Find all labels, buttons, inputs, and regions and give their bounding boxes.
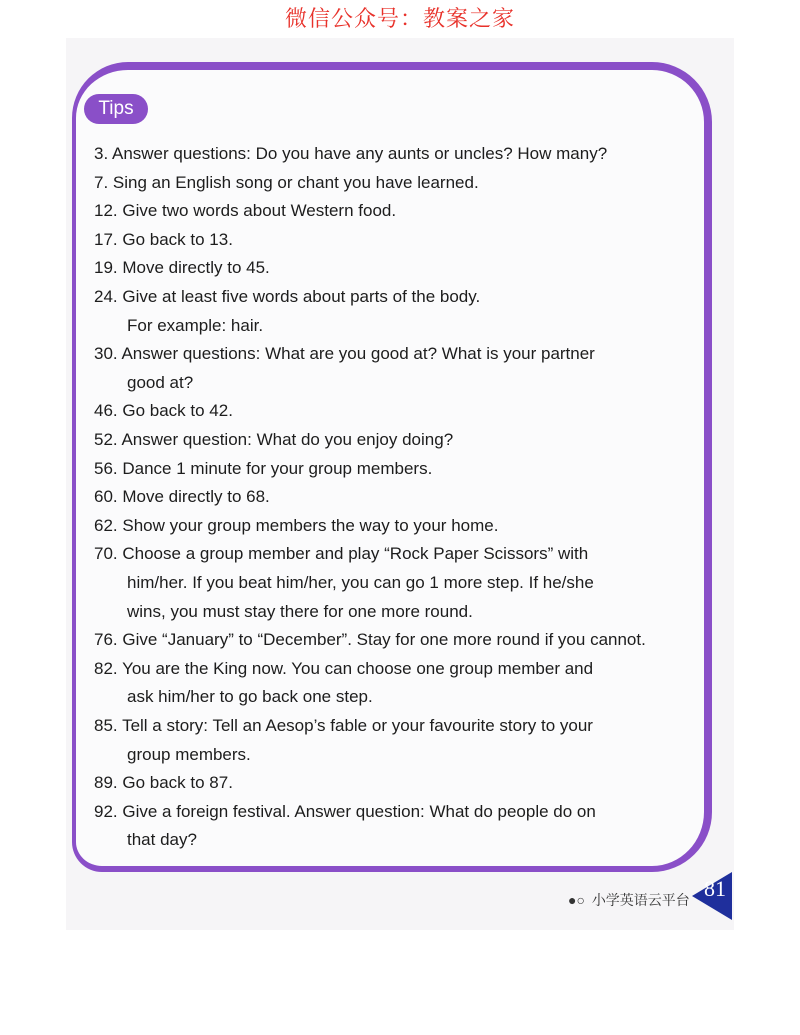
wechat-icon: ●○ bbox=[568, 892, 585, 908]
tip-number: 12. bbox=[94, 201, 118, 221]
tip-item bbox=[94, 455, 714, 484]
tip-text: Tell a story: Tell an Aesop’s fable or your favourite story to your bbox=[122, 716, 593, 735]
tip-item bbox=[94, 769, 714, 798]
tip-number: 56. bbox=[94, 458, 118, 478]
tip-text: Give at least five words about parts of the body. bbox=[122, 287, 481, 306]
tip-text: Move directly to 45. bbox=[122, 258, 270, 278]
tip-number: 62. bbox=[94, 515, 118, 535]
tip-item bbox=[94, 626, 714, 655]
tip-number: 92. bbox=[94, 801, 118, 821]
header-watermark: 微信公众号：教案之家 bbox=[284, 7, 515, 32]
tip-text: Give a foreign festival. Answer question: What do people do on bbox=[122, 801, 596, 821]
tip-item bbox=[94, 197, 714, 226]
tip-item bbox=[94, 169, 714, 198]
tip-text-continued: him/her. If you beat him/her, you can go 1 more step. If he/she bbox=[127, 572, 594, 592]
tip-number: 82. bbox=[94, 658, 118, 678]
tip-text: Answer question: What do you enjoy doing? bbox=[121, 430, 454, 449]
footer-watermark-text: 小学英语云平台 bbox=[591, 892, 690, 908]
tip-text-continued: that day? bbox=[127, 830, 197, 850]
tip-number: 76. bbox=[94, 630, 118, 650]
tip-item bbox=[94, 798, 714, 855]
tip-item bbox=[94, 283, 714, 340]
tip-number: 3. bbox=[94, 144, 109, 163]
tip-number: 19. bbox=[94, 258, 118, 278]
tip-number: 7. bbox=[94, 172, 109, 192]
tip-text: Move directly to 68. bbox=[122, 487, 270, 507]
tip-item bbox=[94, 397, 714, 426]
tip-item bbox=[94, 540, 714, 626]
tip-text: Dance 1 minute for your group members. bbox=[122, 458, 433, 478]
tip-number: 17. bbox=[94, 229, 118, 249]
tip-text: Go back to 87. bbox=[122, 773, 233, 793]
tip-number: 70. bbox=[94, 544, 118, 564]
tip-item bbox=[94, 483, 714, 512]
tip-text-continued: wins, you must stay there for one more round. bbox=[127, 601, 473, 621]
tip-item bbox=[94, 512, 714, 541]
tip-text: Choose a group member and play “Rock Paper Scissors” with bbox=[122, 544, 589, 564]
tips-badge: Tips bbox=[84, 94, 148, 124]
tip-item bbox=[94, 426, 714, 455]
tip-text: Go back to 42. bbox=[122, 401, 233, 421]
tip-text: Give “January” to “December”. Stay for one more round if you cannot. bbox=[122, 630, 646, 650]
tip-number: 30. bbox=[94, 344, 118, 364]
tip-number: 85. bbox=[94, 716, 118, 735]
tip-text: Go back to 13. bbox=[122, 229, 233, 249]
tip-number: 24. bbox=[94, 287, 118, 306]
tip-number: 60. bbox=[94, 487, 118, 507]
tip-item bbox=[94, 655, 714, 712]
tip-item bbox=[94, 226, 714, 255]
tip-text-continued: ask him/her to go back one step. bbox=[127, 687, 373, 707]
page-number: 81 bbox=[704, 876, 726, 901]
tip-text-continued: good at? bbox=[127, 372, 194, 392]
tip-text: Show your group members the way to your home. bbox=[122, 515, 499, 535]
tip-text: Give two words about Western food. bbox=[122, 201, 397, 221]
tip-number: 89. bbox=[94, 773, 118, 793]
tip-item bbox=[94, 340, 714, 397]
tip-text: Answer questions: What are you good at? What is your partner bbox=[121, 344, 595, 364]
tip-text-continued: For example: hair. bbox=[127, 315, 264, 335]
tip-item bbox=[94, 140, 714, 169]
tip-text-continued: group members. bbox=[127, 744, 251, 764]
tip-text: Sing an English song or chant you have learned. bbox=[112, 172, 479, 192]
tip-item bbox=[94, 254, 714, 283]
tip-number: 46. bbox=[94, 401, 118, 421]
tip-text: Answer questions: Do you have any aunts or uncles? How many? bbox=[111, 144, 608, 163]
tip-number: 52. bbox=[94, 430, 118, 449]
tip-item bbox=[94, 712, 714, 769]
tip-text: You are the King now. You can choose one group member and bbox=[122, 658, 594, 678]
footer-watermark bbox=[568, 890, 698, 910]
